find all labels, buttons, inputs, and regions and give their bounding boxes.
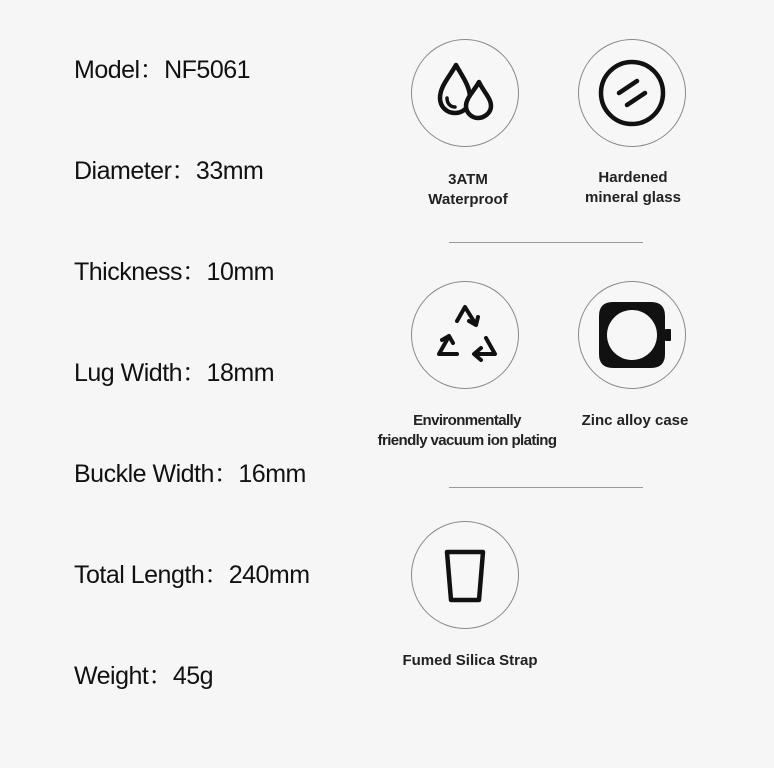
feature-line: Zinc alloy case: [581, 412, 689, 429]
spec-total-length: Total Length：240mm: [74, 561, 310, 589]
zinc-case-badge: [578, 281, 686, 389]
feature-label-waterproof: [405, 170, 531, 210]
recycle-icon: [412, 282, 518, 388]
feature-line: Hardened: [598, 169, 668, 186]
divider: [449, 487, 643, 488]
watch-case-icon: [579, 282, 685, 388]
spec-lug-width: Lug Width：18mm: [74, 359, 275, 387]
ion-plating-badge: [411, 281, 519, 389]
feature-label-ion-plating: [362, 411, 572, 451]
glass-icon: [579, 40, 685, 146]
waterproof-badge: [411, 39, 519, 147]
feature-line: Waterproof: [428, 191, 508, 208]
feature-line: 3ATM: [448, 171, 488, 188]
feature-label-mineral-glass: [565, 168, 701, 208]
feature-label-strap: [380, 651, 560, 671]
strap-icon: [412, 522, 518, 628]
divider: [449, 242, 643, 243]
mineral-glass-badge: [578, 39, 686, 147]
strap-badge: [411, 521, 519, 629]
spec-model: Model：NF5061: [74, 56, 251, 84]
spec-diameter: Diameter：33mm: [74, 157, 264, 185]
water-drops-icon: [412, 40, 518, 146]
spec-thickness: Thickness：10mm: [74, 258, 274, 286]
feature-label-zinc-case: [565, 411, 705, 431]
feature-line: friendly vacuum ion plating: [377, 432, 557, 449]
spec-buckle-width: Buckle Width：16mm: [74, 460, 306, 488]
feature-line: Environmentally: [413, 412, 521, 429]
feature-line: Fumed Silica Strap: [402, 652, 538, 669]
spec-weight: Weight：45g: [74, 662, 214, 690]
feature-line: mineral glass: [585, 189, 681, 206]
